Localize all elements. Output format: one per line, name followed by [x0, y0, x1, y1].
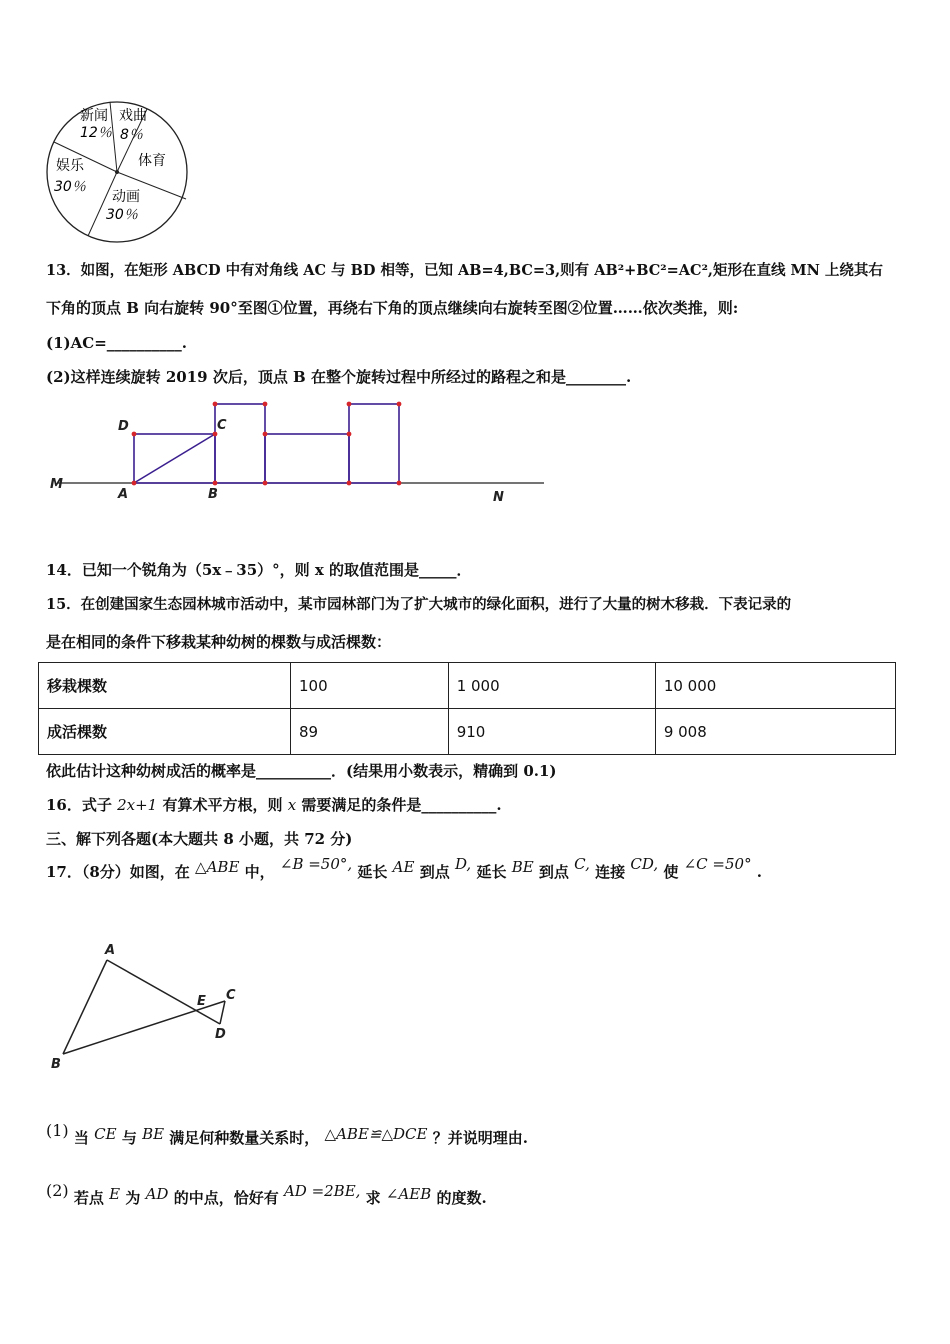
q17-p1-be: BE — [142, 1125, 165, 1143]
table-cell: 100 — [291, 663, 449, 709]
q17-cd: CD, — [630, 855, 659, 873]
q17-triangle: △ABE — [195, 858, 240, 876]
q17-p2-angle: ∠AEB — [385, 1185, 432, 1203]
q17-p2-e: E — [109, 1185, 121, 1203]
q16-line — [46, 795, 502, 815]
fig17-label-E: E — [197, 994, 206, 1009]
q17-s7: 连接 — [595, 863, 626, 881]
q13-line2: 下角的顶点 B 向右旋转 90°至图①位置，再绕右下角的顶点继续向右旋转至图②位置……依次类推，则: — [46, 299, 739, 317]
q17-part2 — [46, 1181, 487, 1208]
q16-pre: 16．式子 — [46, 796, 112, 814]
fig13-label-A: A — [118, 487, 129, 502]
q17-angle-b: ∠B =50°, — [279, 855, 353, 873]
fig13-label-M: M — [50, 477, 63, 492]
q16-post2: 需要满足的条件是__________. — [301, 796, 502, 814]
q17-p2-ad: AD — [145, 1185, 169, 1203]
q17-be: BE — [511, 858, 534, 876]
fig13-label-B: B — [208, 487, 218, 502]
pie-pct-anim: 30％ — [106, 207, 138, 223]
q15-after: 依此估计这种幼树成活的概率是__________．(结果用小数表示，精确到 0.1) — [46, 762, 557, 780]
q17-s2: 中， — [244, 863, 275, 881]
q17-p1-t1: 当 — [73, 1129, 89, 1147]
q17-p2-t2: 为 — [125, 1189, 141, 1207]
table-cell: 1 000 — [448, 663, 655, 709]
pie-label-news: 新闻 — [80, 108, 108, 124]
fig17-label-B: B — [51, 1057, 61, 1072]
q16-post: 有算术平方根，则 — [162, 796, 283, 814]
table-cell: 10 000 — [655, 663, 895, 709]
q17-stem — [46, 855, 763, 882]
q17-ae: AE — [392, 858, 415, 876]
q17-p2-t4: 求 — [365, 1189, 381, 1207]
q17-c: C, — [574, 855, 590, 873]
fig13-label-N: N — [493, 490, 504, 505]
q17-s6: 到点 — [538, 863, 569, 881]
fig17-label-D: D — [215, 1027, 226, 1042]
rotation-figure — [48, 395, 553, 510]
transplant-table — [38, 662, 896, 755]
q15-line2: 是在相同的条件下移栽某种幼树的棵数与成活棵数： — [46, 633, 392, 651]
triangle-figure — [45, 938, 245, 1073]
fig13-label-C: C — [217, 418, 227, 433]
table-cell: 移栽棵数 — [39, 663, 291, 709]
fig17-label-A: A — [105, 943, 116, 958]
pie-pct-opera: 8％ — [120, 127, 143, 143]
q17-angle-c: ∠C =50° — [683, 855, 752, 873]
pie-label-opera: 戏曲 — [119, 108, 147, 124]
fig17-label-C: C — [226, 988, 236, 1003]
table-row — [39, 663, 896, 709]
table-cell: 89 — [291, 709, 449, 755]
q17-p2-t1: 若点 — [73, 1189, 104, 1207]
q17-p1-t2: 与 — [121, 1129, 137, 1147]
q17-p1-num: (1) — [46, 1121, 69, 1140]
q17-p1-congruence: △ABE≌△DCE — [324, 1125, 428, 1143]
fig13-label-D: D — [118, 419, 129, 434]
q17-s9: . — [756, 863, 763, 881]
pie-label-sports: 体育 — [138, 153, 166, 169]
pie-pct-ent: 30％ — [54, 179, 86, 195]
q17-s8: 使 — [663, 863, 679, 881]
q17-p1-t4: ？并说明理由. — [432, 1129, 528, 1147]
q14-text: 14．已知一个锐角为（5x﹣35）°，则 x 的取值范围是_____． — [46, 561, 472, 579]
q17-p2-num: (2) — [46, 1181, 69, 1200]
table-cell: 910 — [448, 709, 655, 755]
q17-part1 — [46, 1121, 528, 1148]
q17-p2-t5: 的度数. — [436, 1189, 487, 1207]
pie-pct-news: 12％ — [80, 125, 112, 141]
q17-s1: 17．（8分）如图，在 — [46, 863, 190, 881]
q13-part1: (1)AC=__________. — [46, 334, 187, 352]
q16-expression: 2x+1 — [117, 796, 158, 814]
q15-line1: 15．在创建国家生态园林城市活动中，某市园林部门为了扩大城市的绿化面积，进行了大量的树木移栽．下表记录的 — [46, 596, 792, 613]
q17-s3: 延长 — [357, 863, 388, 881]
table-row — [39, 709, 896, 755]
q17-s4: 到点 — [419, 863, 450, 881]
q17-p2-t3: 的中点，恰好有 — [173, 1189, 279, 1207]
pie-chart-figure — [40, 95, 195, 250]
q17-p2-equation: AD =2BE, — [283, 1182, 361, 1200]
pie-label-anim: 动画 — [112, 189, 140, 205]
section-3-heading: 三、解下列各题(本大题共 8 小题，共 72 分) — [46, 830, 353, 848]
q13-part2: (2)这样连续旋转 2019 次后，顶点 B 在整个旋转过程中所经过的路程之和是________. — [46, 368, 632, 386]
q17-s5: 延长 — [476, 863, 507, 881]
table-cell: 9 008 — [655, 709, 895, 755]
q17-p1-ce: CE — [94, 1125, 117, 1143]
q16-var: x — [287, 796, 297, 814]
q17-d: D, — [454, 855, 472, 873]
table-cell: 成活棵数 — [39, 709, 291, 755]
q17-p1-t3: 满足何种数量关系时， — [169, 1129, 320, 1147]
pie-label-ent: 娱乐 — [56, 158, 84, 174]
q13-line1: 13．如图，在矩形 ABCD 中有对角线 AC 与 BD 相等，已知 AB=4,BC=3,则有 AB²+BC²=AC²,矩形在直线 MN 上绕其右 — [46, 262, 883, 279]
